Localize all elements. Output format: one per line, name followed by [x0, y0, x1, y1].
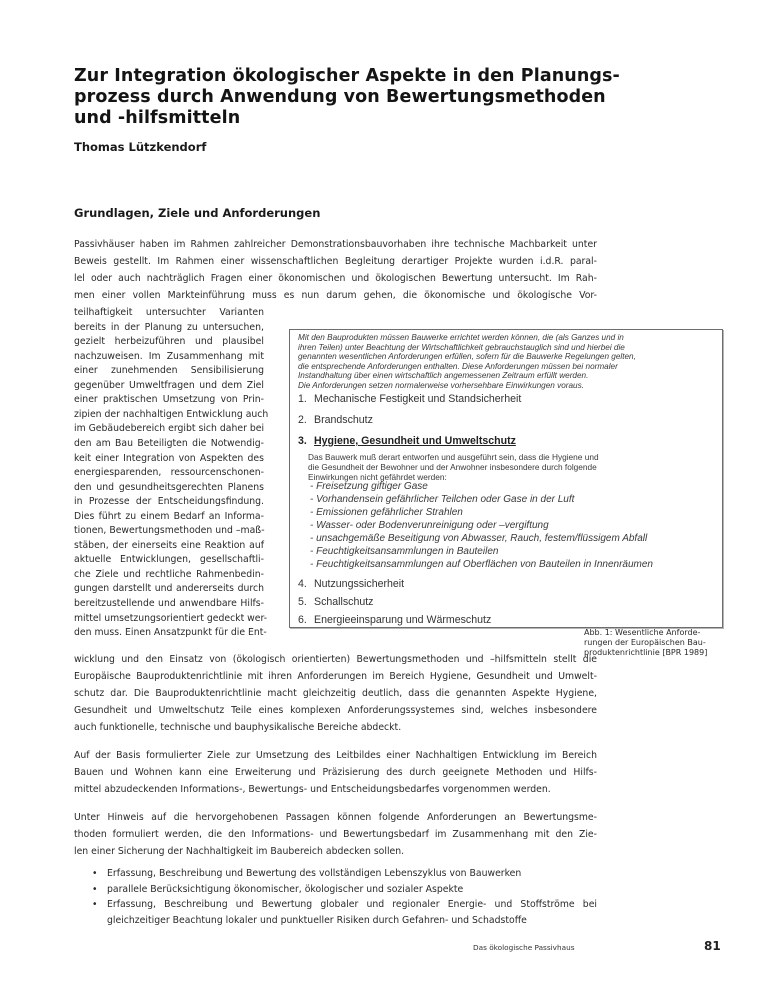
- item-label: Hygiene, Gesundheit und Umweltschutz: [314, 435, 516, 447]
- item-number: 5.: [298, 596, 307, 608]
- hygiene-text-line: Das Bauwerk muß derart entworfen und ausgeführt sein, dass die Hygiene und: [308, 452, 599, 462]
- bullet-text: Erfassung, Beschreibung und Bewertung globaler und regionaler Energie- und Stoffströme bei: [107, 899, 597, 910]
- text-line: bereitzustellende und anwendbare Hilfs-: [74, 598, 264, 609]
- text-line: keit einer Integration von Aspekten des: [74, 452, 264, 464]
- title-line: und -hilfsmitteln: [74, 108, 241, 128]
- text-line: men einer vollen Markteinführung muss es nun darum gehen, die ökonomische und ökologische Vor-: [74, 290, 597, 301]
- hygiene-text-line: die Gesundheit der Bewohner und der Anwohner insbesondere durch folgende: [308, 462, 597, 472]
- text-line: thoden formuliert werden, die den Informations- und Bewertungsbedarf im Zusammenhang mit den Zie-: [74, 829, 597, 840]
- text-line: den muss. Einen Ansatzpunkt für die Ent-: [74, 627, 267, 639]
- hygiene-item: - Wasser- oder Bodenverunreinigung oder –vergiftung: [310, 520, 549, 531]
- bullet-text: gleichzeitiger Beachtung lokaler und punktueller Risiken durch Gefahren- und Schadstoffe: [107, 914, 527, 926]
- text-line: len einer Sicherung der Nachhaltigkeit im Baubereich abdecken sollen.: [74, 846, 405, 857]
- text-line: Europäische Bauproduktenrichtlinie mit ihren Anforderungen im Bereich Hygiene, Gesundheit und Umwelt-: [74, 671, 597, 682]
- item-number: 2.: [298, 414, 307, 426]
- requirements-bullet-list: [92, 866, 597, 928]
- text-line: in Prozesse der Entscheidungsfindung.: [74, 496, 264, 508]
- figure-requirements-box: [289, 329, 723, 628]
- requirement-item-5: [298, 596, 373, 608]
- requirement-item-3-highlighted: [298, 435, 516, 447]
- figure-intro-line: Die Anforderungen setzen normalerweise vorhersehbare Einwirkungen voraus.: [298, 380, 584, 390]
- page-number: 81: [704, 939, 721, 953]
- title-line: prozess durch Anwendung von Bewertungsmethoden: [74, 87, 606, 107]
- text-line: Unter Hinweis auf die hervorgehobenen Passagen können folgende Anforderungen an Bewertungsme-: [74, 812, 597, 823]
- figure-intro-line: genannten wesentlichen Anforderungen erfüllen, sofern für die Bauwerke Regelungen gelten,: [298, 352, 636, 362]
- text-line: mittel abzudeckenden Informations-, Bewertungs- und Entscheidungsbedarfes vorgenommen werden.: [74, 784, 551, 795]
- requirement-item-2: [298, 414, 373, 426]
- requirement-item-6: [298, 614, 491, 626]
- item-label: Mechanische Festigkeit und Standsicherheit: [314, 393, 522, 405]
- figure-intro-line: Instandhaltung über einen wirtschaftlich angemessenen Zeitraum erfüllt werden.: [298, 371, 589, 381]
- hygiene-text-line: Einwirkungen nicht gefährdet werden:: [308, 472, 447, 482]
- bullet-item: [92, 882, 597, 898]
- section-heading: Grundlagen, Ziele und Anforderungen: [74, 206, 321, 220]
- caption-line: rungen der Europäischen Bau-: [584, 638, 706, 647]
- text-line: Passivhäuser haben im Rahmen zahlreicher Demonstrationsbauvorhaben ihre technische Machbarkeit unter: [74, 239, 597, 250]
- text-line: auch funktionelle, technische und bauphysikalische Bereiche abdeckt.: [74, 722, 402, 733]
- hygiene-item: - Freisetzung giftiger Gase: [310, 481, 428, 492]
- text-line: den am Bau Beteiligten die Notwendig-: [74, 437, 264, 449]
- text-line: gegenüber Umweltfragen und dem Ziel: [74, 379, 264, 391]
- text-line: bereits in der Planung zu untersuchen,: [74, 321, 264, 333]
- item-label: Energieeinsparung und Wärmeschutz: [314, 614, 492, 626]
- figure-intro-line: ihren Teilen) unter Beachtung der Wirtschaftlichkeit gebrauchstauglich sind und hierbei die: [298, 342, 625, 352]
- title-line: Zur Integration ökologischer Aspekte in den Planungs-: [74, 66, 620, 86]
- text-line: gungen darstellt und andererseits durch: [74, 583, 264, 595]
- hygiene-item: - Feuchtigkeitsansammlungen auf Oberflächen von Bauteilen in Innenräumen: [310, 559, 653, 570]
- text-line: che Ziele und rechtliche Rahmenbedin-: [74, 568, 264, 580]
- hygiene-item: - unsachgemäße Beseitigung von Abwasser, Rauch, festem/flüssigem Abfall: [310, 533, 648, 544]
- running-footer-title: Das ökologische Passivhaus: [473, 943, 575, 952]
- bullet-item: [92, 897, 597, 913]
- text-line: schutz dar. Die Bauproduktenrichtlinie macht gleichzeitig deutlich, dass die genannten Aspekte Hygiene,: [74, 688, 597, 699]
- caption-line: Abb. 1: Wesentliche Anforde-: [584, 628, 701, 637]
- text-line: wicklung und den Einsatz von (ökologisch orientierten) Bewertungsmethoden und –hilfsmitteln stellt die: [74, 654, 597, 665]
- requirement-item-1: [298, 393, 521, 405]
- text-line: gezielt herbeizuführen und plausibel: [74, 336, 264, 348]
- text-line: nachzuweisen. Im Zusammenhang mit: [74, 350, 264, 362]
- text-line: tionen, Bewertungsmethoden und –maß-: [74, 525, 265, 537]
- bullet-continuation: [92, 913, 597, 929]
- text-line: mittel umsetzungsorientiert gedeckt wer-: [74, 612, 268, 624]
- bullet-text: Erfassung, Beschreibung und Bewertung des vollständigen Lebenszyklus von Bauwerken: [107, 868, 522, 879]
- item-number: 1.: [298, 393, 307, 405]
- text-line: im Gebäudebereich ergibt sich daher bei: [74, 423, 265, 435]
- text-line: einer zunehmenden Sensibilisierung: [74, 365, 264, 377]
- text-line: Dies führt zu einem Bedarf an Informa-: [74, 510, 264, 522]
- text-line: aktuelle Entwicklungen, gesellschaftli-: [74, 554, 264, 566]
- figure-caption: [584, 628, 714, 658]
- item-label: Schallschutz: [314, 596, 374, 608]
- item-number: 3.: [298, 435, 307, 447]
- article-title: [74, 66, 620, 129]
- caption-line: produktenrichtlinie [BPR 1989]: [584, 648, 708, 657]
- text-line: Auf der Basis formulierter Ziele zur Umsetzung des Leitbildes einer Nachhaltigen Entwicklung im Bereich: [74, 750, 597, 761]
- text-line: zipien der nachhaltigen Entwicklung auch: [74, 408, 269, 420]
- text-line: einer praktischen Umsetzung von Prin-: [74, 394, 264, 406]
- bullet-item: [92, 866, 597, 882]
- text-line: energiesparenden, ressourcenschonen-: [74, 467, 264, 479]
- text-line: stäben, der einerseits eine Reaktion auf: [74, 539, 264, 551]
- figure-intro-line: die entsprechende Anforderungen enthalten. Diese Anforderungen müssen bei normaler: [298, 361, 618, 371]
- item-label: Brandschutz: [314, 414, 373, 426]
- text-line: den und gesundheitsgerechten Planens: [74, 481, 264, 493]
- text-line: Beweis gestellt. Im Rahmen einer wissenschaftlichen Begleitung derartiger Projekte wurden i.d.R. paral-: [74, 256, 597, 267]
- bullet-icon: •: [92, 883, 98, 895]
- item-number: 6.: [298, 614, 307, 626]
- bullet-icon: •: [92, 868, 98, 879]
- text-line: lel oder auch nachträglich Fragen einer ökonomischen und ökologischen Bewertung untersucht. Im Rah-: [74, 273, 597, 284]
- hygiene-item: - Emissionen gefährlicher Strahlen: [310, 507, 463, 518]
- author-name: Thomas Lützkendorf: [74, 140, 207, 154]
- requirement-item-4: [298, 578, 404, 590]
- text-line: Gesundheit und Umweltschutz Teile eines komplexen Anforderungssystemes sind, welches insbesondere: [74, 705, 597, 716]
- item-number: 4.: [298, 578, 307, 590]
- bullet-icon: •: [92, 899, 98, 910]
- item-label: Nutzungssicherheit: [314, 578, 405, 590]
- figure-intro-line: Mit den Bauprodukten müssen Bauwerke errichtet werden können, die (als Ganzes und in: [298, 333, 624, 342]
- bullet-text: parallele Berücksichtigung ökonomischer, ökologischer und sozialer Aspekte: [107, 883, 464, 895]
- text-line: teilhaftigkeit untersuchter Varianten: [74, 307, 264, 318]
- hygiene-item: - Feuchtigkeitsansammlungen in Bauteilen: [310, 546, 499, 557]
- hygiene-description: [308, 452, 708, 482]
- figure-intro-text: [298, 333, 718, 391]
- hygiene-item: - Vorhandensein gefährlicher Teilchen oder Gase in der Luft: [310, 494, 575, 505]
- text-line: Bauen und Wohnen kann eine Erweiterung und Präzisierung des durch geeignete Methoden und Hilfs-: [74, 767, 597, 778]
